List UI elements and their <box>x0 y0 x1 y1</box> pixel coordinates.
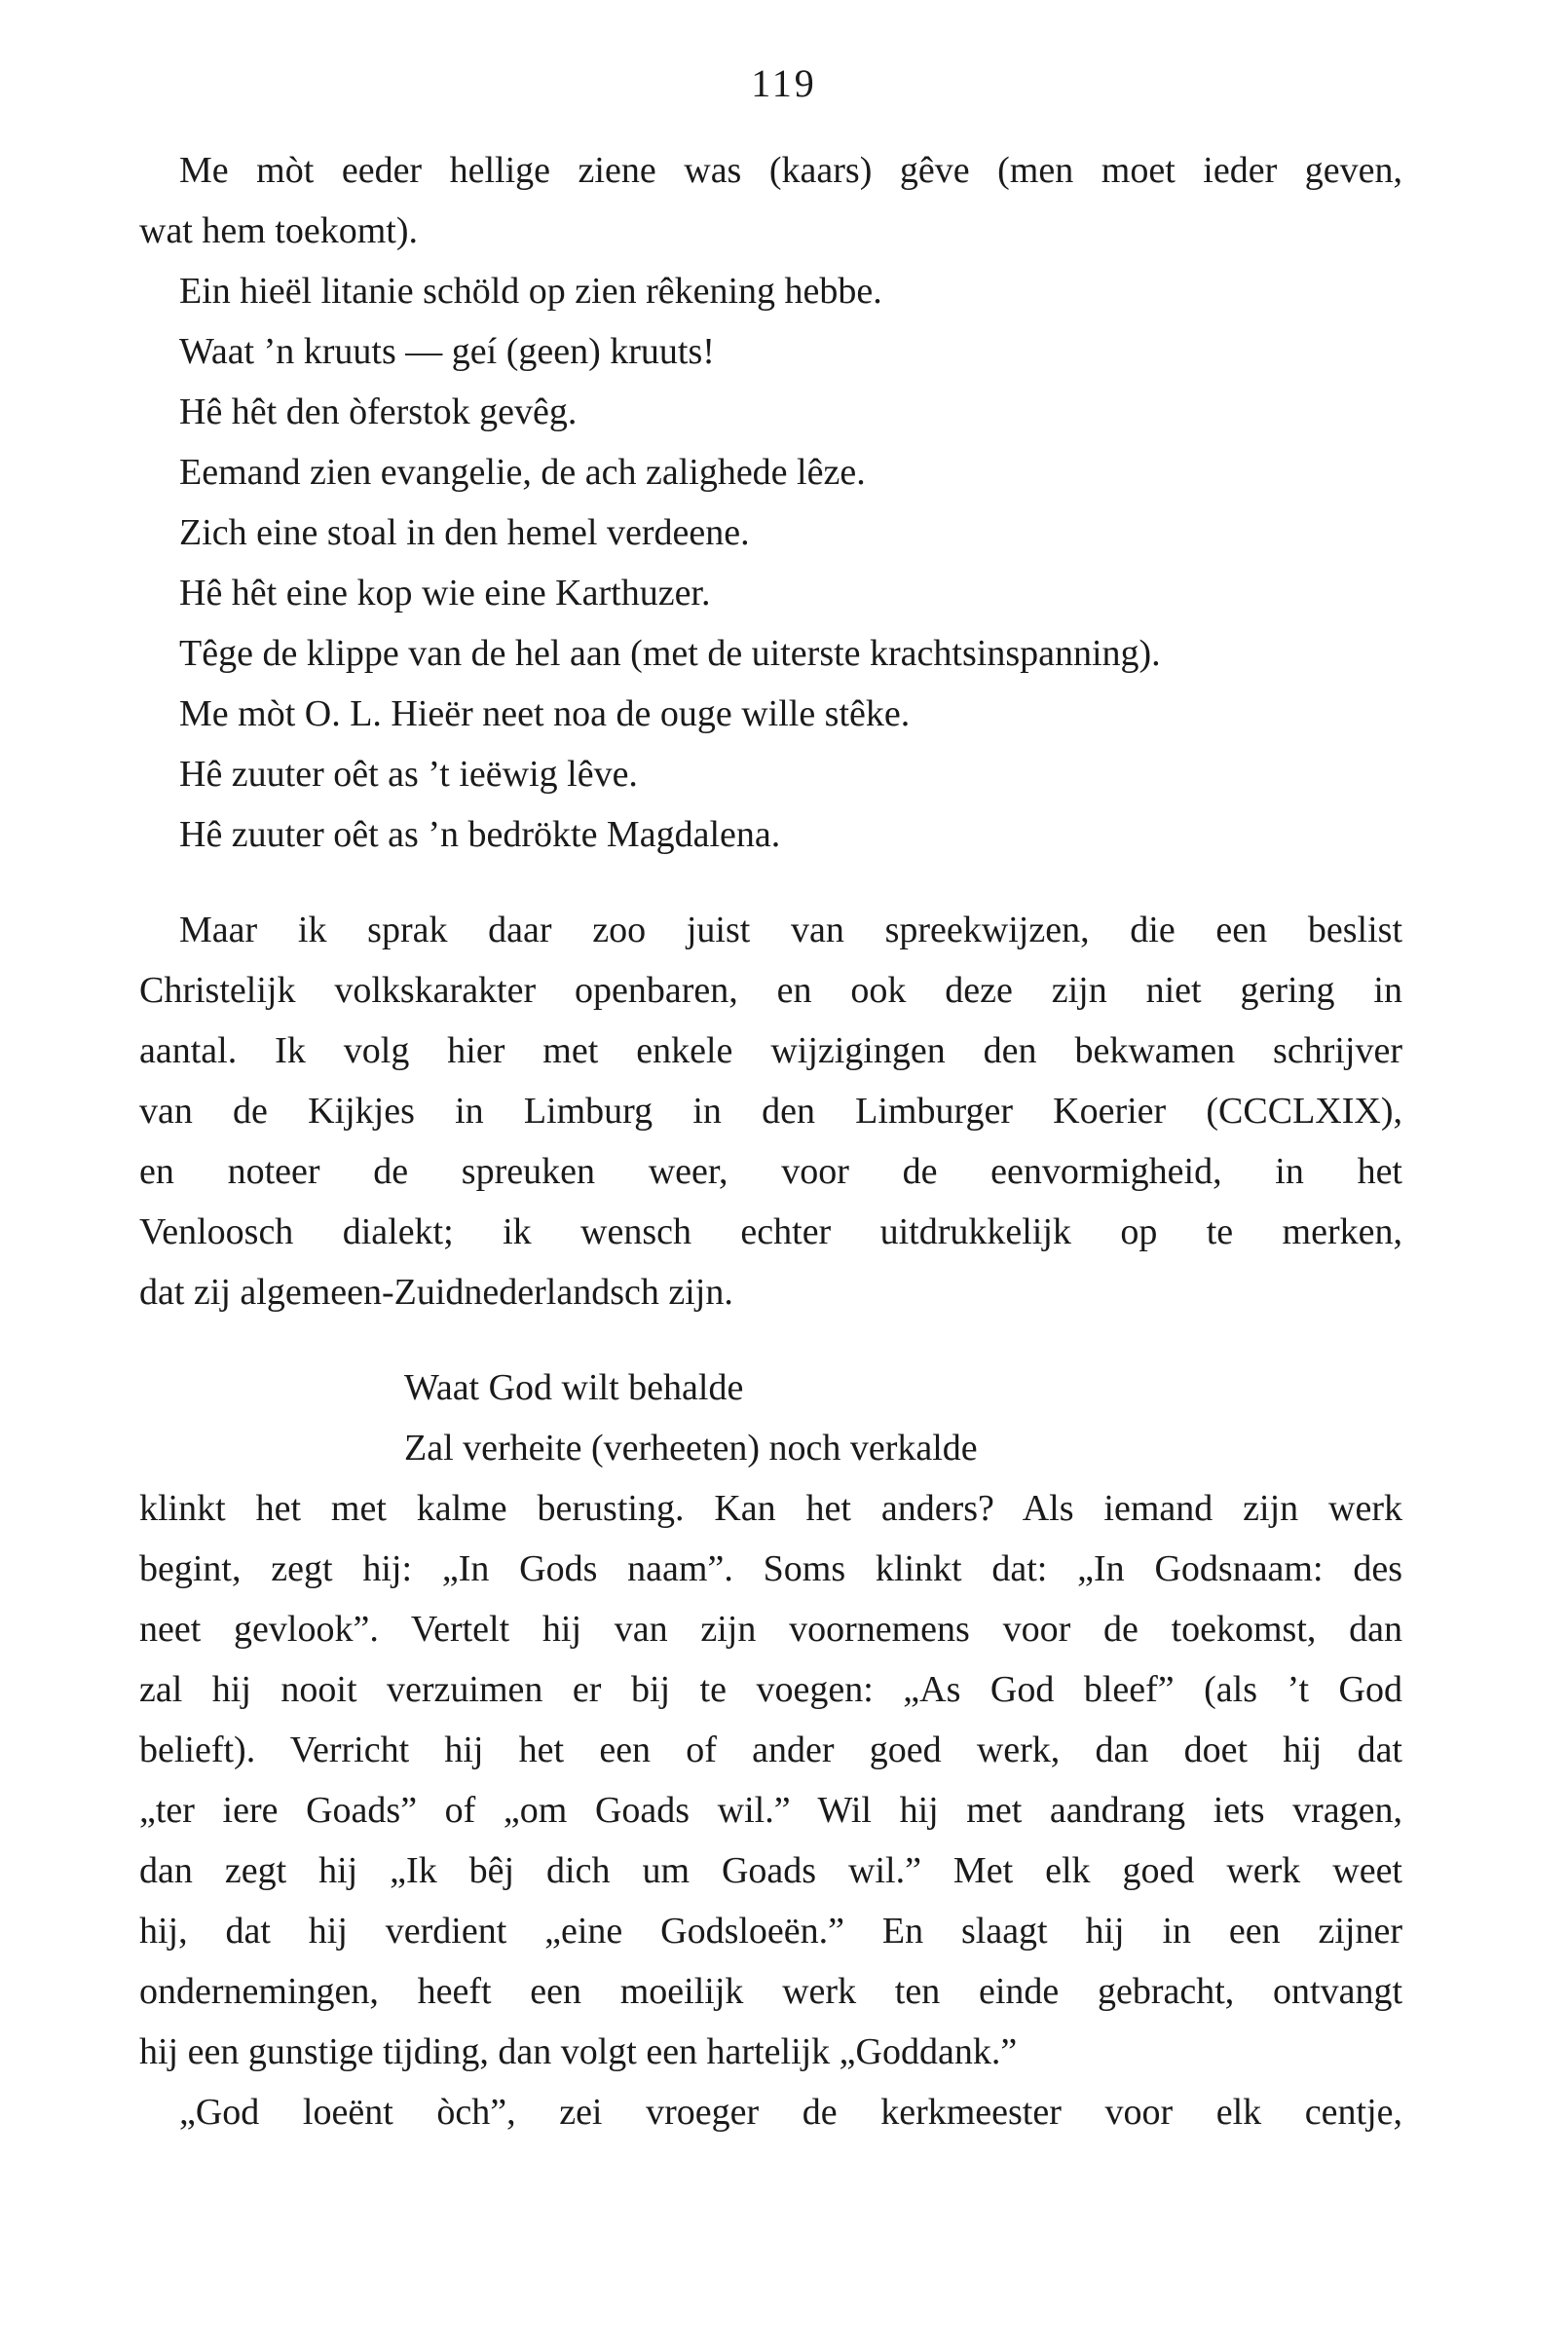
paragraph-line: hij, dat hij verdient „eine Godsloeën.” En slaagt hij in een zijner <box>139 1911 1402 1952</box>
paragraph-line: hij een gunstige tijding, dan volgt een hartelijk „Goddank.” <box>139 2031 1018 2072</box>
paragraph-line: belieft). Verricht hij het een of ander goed werk, dan doet hij dat <box>139 1729 1402 1770</box>
proverb-line: Hê zuuter oêt as ’t ieëwig lêve. <box>179 754 638 795</box>
paragraph-line: begint, zegt hij: „In Gods naam”. Soms klinkt dat: „In Godsnaam: des <box>139 1548 1402 1589</box>
proverb-line: Zich eine stoal in den hemel verdeene. <box>179 512 750 553</box>
paragraph-line: van de Kijkjes in Limburg in den Limburger Koerier (CCCLXIX), <box>139 1091 1402 1132</box>
proverb-line: Hê hêt den òferstok gevêg. <box>179 391 578 432</box>
proverb-line: Me mòt eeder hellige ziene was (kaars) gêve (men moet ieder geven, <box>179 150 1402 191</box>
paragraph-line: dan zegt hij „Ik bêj dich um Goads wil.” Met elk goed werk weet <box>139 1850 1402 1891</box>
proverb-line: Waat ’n kruuts — geí (geen) kruuts! <box>179 331 715 372</box>
paragraph-line: „God loeënt òch”, zei vroeger de kerkmeester voor elk centje, <box>179 2092 1402 2133</box>
proverb-line: Têge de klippe van de hel aan (met de uiterste krachtsinspanning). <box>179 633 1161 674</box>
page-number: 119 <box>751 61 817 105</box>
paragraph-line: en noteer de spreuken weer, voor de eenvormigheid, in het <box>139 1151 1402 1192</box>
proverb-line: Eemand zien evangelie, de ach zalighede lêze. <box>179 452 866 493</box>
paragraph-line: Venloosch dialekt; ik wensch echter uitdrukkelijk op te merken, <box>139 1211 1402 1252</box>
paragraph-line: ondernemingen, heeft een moeilijk werk ten einde gebracht, ontvangt <box>139 1971 1402 2012</box>
paragraph-line: Maar ik sprak daar zoo juist van spreekwijzen, die een beslist <box>179 910 1402 950</box>
paragraph-line: Christelijk volkskarakter openbaren, en ook deze zijn niet gering in <box>139 970 1402 1011</box>
paragraph-line: dat zij algemeen-Zuidnederlandsch zijn. <box>139 1272 733 1313</box>
verse-line: Zal verheite (verheeten) noch verkalde <box>404 1428 978 1469</box>
proverb-line: Hê zuuter oêt as ’n bedrökte Magdalena. <box>179 814 781 855</box>
verse-line: Waat God wilt behalde <box>404 1367 744 1408</box>
paragraph-line: klinkt het met kalme berusting. Kan het anders? Als iemand zijn werk <box>139 1488 1402 1529</box>
proverb-line: Hê hêt eine kop wie eine Karthuzer. <box>179 573 711 614</box>
proverb-line: Ein hieël litanie schöld op zien rêkening hebbe. <box>179 271 882 312</box>
paragraph-line: „ter iere Goads” of „om Goads wil.” Wil hij met aandrang iets vragen, <box>139 1790 1402 1831</box>
proverb-line: Me mòt O. L. Hieër neet noa de ouge wille stêke. <box>179 693 911 734</box>
proverb-line-continuation: wat hem toekomt). <box>139 210 418 251</box>
paragraph-line: zal hij nooit verzuimen er bij te voegen: „As God bleef” (als ’t God <box>139 1669 1402 1710</box>
paragraph-line: neet gevlook”. Vertelt hij van zijn voornemens voor de toekomst, dan <box>139 1609 1402 1650</box>
paragraph-line: aantal. Ik volg hier met enkele wijzigingen den bekwamen schrijver <box>139 1030 1402 1071</box>
